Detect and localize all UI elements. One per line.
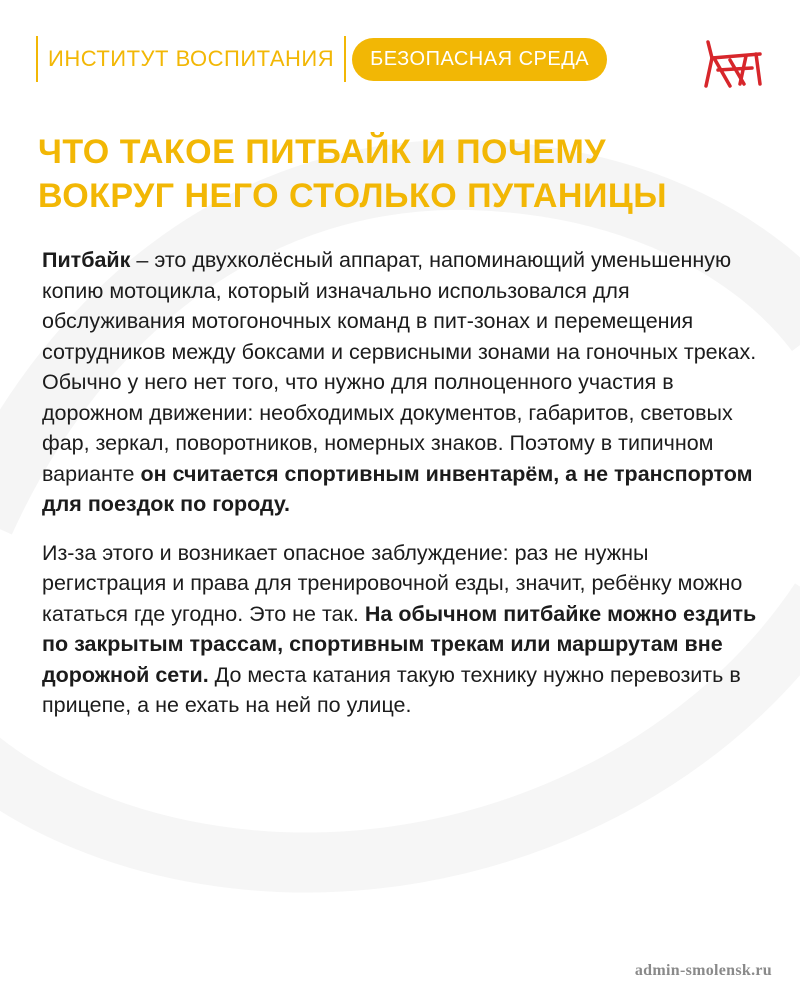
misconception-rule: На обычном питбайке можно ездить по закрытым трассам, спортивным трекам или маршрутам вне дорожной сети. — [42, 601, 757, 687]
misconception-text: Из-за этого и возникает опасное заблуждение: раз не нужны регистрация и права для тренировочной езды, значит, ребёнку можно кататься где угодно. Это не так. — [42, 540, 743, 626]
title-line-2: ВОКРУГ НЕГО СТОЛЬКО ПУТАНИЦЫ — [38, 177, 668, 215]
definition-text: – это двухколёсный аппарат, напоминающий уменьшенную копию мотоцикла, который изначально использовался для обслуживания мотогоночных команд в пит-зонах и перемещения сотрудников между боксами и сервисными зонами на гоночных треках. Обычно у него нет того, что нужно для полноценного участия в дорожном движении: необходимых документов, габаритов, световых фар, зеркал, поворотников, номерных знаков. Поэтому в типичном варианте — [42, 248, 757, 486]
article-body — [42, 245, 762, 739]
misconception-transport: До места катания такую технику нужно перевозить в прицепе, а не ехать на ней по улице. — [42, 662, 741, 717]
section-badge: БЕЗОПАСНАЯ СРЕДА — [352, 38, 607, 81]
definition-conclusion: он считается спортивным инвентарём, а не транспортом для поездок по городу. — [42, 461, 753, 516]
paragraph-definition — [42, 245, 762, 520]
title-line-1: ЧТО ТАКОЕ ПИТБАЙК И ПОЧЕМУ — [38, 133, 606, 171]
paragraph-misconception — [42, 538, 762, 721]
institute-label: ИНСТИТУТ ВОСПИТАНИЯ — [48, 46, 335, 71]
chair-logo-icon — [700, 36, 770, 92]
page-title — [38, 130, 778, 218]
source-watermark: admin-smolensk.ru — [634, 962, 772, 979]
term-pitbike: Питбайк — [42, 248, 131, 272]
header-divider-middle — [344, 36, 346, 82]
header — [36, 34, 607, 84]
